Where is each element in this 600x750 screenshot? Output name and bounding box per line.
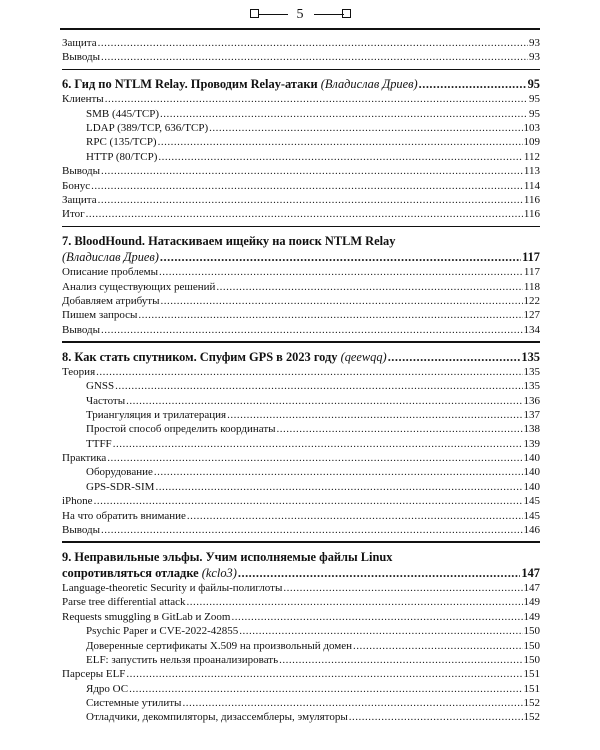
dot-leader [126, 394, 522, 408]
entry-title: Итог [62, 208, 85, 221]
dot-leader [160, 107, 528, 121]
dot-leader [283, 581, 522, 595]
toc-entry[interactable] [62, 164, 540, 178]
entry-page-number: 117 [523, 266, 540, 279]
dot-leader [107, 451, 522, 465]
entry-title: RPC (135/TCP) [86, 136, 157, 149]
entry-title: Анализ существующих решений [62, 280, 216, 293]
entry-title: Оборудование [86, 466, 153, 479]
chapter-author: (Владислав Дриев) [62, 250, 159, 265]
entry-title: SMB (445/TCP) [86, 107, 160, 120]
dot-leader [349, 710, 523, 724]
toc-entry[interactable] [62, 323, 540, 337]
dot-leader [187, 509, 523, 523]
entry-page-number: 95 [529, 107, 540, 120]
dot-leader [160, 294, 522, 308]
entry-page-number: 139 [523, 437, 540, 450]
dot-leader [155, 480, 522, 494]
chapter-divider [62, 541, 540, 543]
entry-title: GPS-SDR-SIM [86, 480, 155, 493]
dot-leader [209, 121, 522, 135]
toc-entry[interactable] [62, 523, 540, 537]
toc-entry[interactable]: Защита ..... 93 [62, 36, 540, 50]
toc-entry[interactable] [62, 193, 540, 207]
toc-subentry[interactable] [62, 150, 540, 164]
entry-title: Psychic Paper и CVE-2022-42855 [86, 625, 239, 638]
toc-entry[interactable] [62, 280, 540, 294]
chapter-divider [62, 226, 540, 228]
dot-leader [96, 365, 522, 379]
entry-page-number: 112 [523, 150, 540, 163]
entry-page-number: 134 [523, 323, 540, 336]
chapter-author: (Владислав Дриев) [320, 77, 418, 92]
entry-page-number: 147 [523, 581, 540, 594]
toc-subentry[interactable] [62, 465, 540, 479]
toc-entry[interactable]: Выводы ..... 93 [62, 50, 540, 64]
entry-title: Ядро ОС [86, 682, 129, 695]
chapter-author: (kclo3) [201, 565, 237, 580]
entry-title: Пишем запросы [62, 309, 138, 322]
dot-leader [186, 595, 522, 609]
entry-title: HTTP (80/TCP) [86, 150, 158, 163]
entry-title: Простой способ определить координаты [86, 423, 276, 436]
entry-title: Parse tree differential attack [62, 596, 186, 609]
chapter-7-heading[interactable]: (Владислав Дриев) ..... 117 [62, 249, 540, 265]
chapter-divider [62, 341, 540, 343]
toc-entry[interactable] [62, 294, 540, 308]
toc-entry[interactable] [62, 509, 540, 523]
entry-page-number: 114 [523, 179, 540, 192]
entry-title: Триангуляция и трилатерация [86, 408, 227, 421]
toc-subentry[interactable] [62, 107, 540, 121]
page-number: 5 [60, 7, 540, 23]
entry-page-number: 137 [523, 408, 540, 421]
entry-title: На что обратить внимание [62, 509, 186, 522]
dot-leader [239, 624, 522, 638]
dot-leader [101, 523, 522, 537]
dot-leader [113, 437, 523, 451]
toc-entry[interactable] [62, 494, 540, 508]
entry-title: Практика [62, 452, 107, 465]
chapter-title: 6. Гид по NTLM Relay. Проводим Relay-атаки [62, 77, 318, 92]
chapter-title: сопротивляться отладке [62, 565, 199, 580]
dot-leader [86, 207, 523, 221]
toc-subentry[interactable] [62, 121, 540, 135]
page-header [60, 8, 540, 22]
entry-title: Защита [62, 194, 97, 207]
chapter-7-title: 7. BloodHound. Натаскиваем ищейку на поиск NTLM Relay [62, 234, 396, 249]
toc-subentry[interactable] [62, 394, 540, 408]
chapter-divider [62, 69, 540, 71]
entry-page-number: 151 [523, 682, 540, 695]
dot-leader [98, 193, 523, 207]
dot-leader [129, 682, 522, 696]
entry-title: Частоты [86, 394, 126, 407]
chapter-6-heading[interactable]: 6. Гид по NTLM Relay. Проводим Relay-атаки (Владислав Дриев) ..... 95 [62, 76, 540, 92]
toc-subentry[interactable] [62, 653, 540, 667]
dot-leader [101, 164, 523, 178]
chapter-9-heading[interactable]: сопротивляться отладке (kclo3) ..... 147 [62, 565, 540, 581]
toc-entry[interactable] [62, 207, 540, 221]
dot-leader [101, 323, 522, 337]
entry-page-number: 140 [523, 452, 540, 465]
toc-entry[interactable] [62, 451, 540, 465]
entry-page-number: 118 [523, 280, 540, 293]
entry-title: Requests smuggling в GitLab и Zoom [62, 610, 231, 623]
dot-leader [182, 696, 522, 710]
entry-page-number: 122 [523, 295, 540, 308]
chapter-9-entries [62, 581, 540, 725]
chapter-6-entries [62, 92, 540, 222]
toc-subentry[interactable] [62, 480, 540, 494]
dot-leader [231, 610, 522, 624]
toc-entry[interactable] [62, 595, 540, 609]
entry-title: Добавляем атрибуты [62, 295, 160, 308]
toc-subentry[interactable] [62, 639, 540, 653]
entry-page-number: 146 [523, 524, 540, 537]
entry-page-number: 136 [523, 394, 540, 407]
dot-leader [159, 265, 523, 279]
chapter-8-heading[interactable]: 8. Как стать спутником. Спуфим GPS в 2023 году (qeewqq) ..... 135 [62, 349, 540, 365]
entry-title: Теория [62, 365, 96, 378]
entry-title: Language-theoretic Security и файлы-полиглоты [62, 581, 283, 594]
entry-page-number: 113 [523, 165, 540, 178]
entry-page-number: 135 [523, 365, 540, 378]
entry-title: Системные утилиты [86, 697, 182, 710]
entry-title: Парсеры ELF [62, 668, 126, 681]
chapter-author: (qeewqq) [340, 349, 387, 364]
dot-leader [105, 92, 528, 106]
dot-leader [158, 150, 523, 164]
entry-title: Выводы [62, 524, 101, 537]
entry-title: GNSS [86, 380, 115, 393]
entry-page-number: 152 [523, 711, 540, 724]
dot-leader [277, 422, 523, 436]
toc-subentry[interactable] [62, 135, 540, 149]
chapter-9-title: 9. Неправильные эльфы. Учим исполняемые файлы Linux [62, 549, 393, 564]
entry-page-number: 145 [523, 495, 540, 508]
dot-leader [126, 667, 522, 681]
entry-title: Отладчики, декомпиляторы, дизассемблеры, эмуляторы [86, 711, 348, 724]
entry-page-number: 149 [523, 596, 540, 609]
entry-page-number: 152 [523, 697, 540, 710]
toc-entry[interactable] [62, 667, 540, 681]
entry-page-number: 95 [529, 93, 540, 106]
entry-page-number: 109 [523, 136, 540, 149]
entry-page-number: 127 [523, 309, 540, 322]
dot-leader [158, 135, 523, 149]
toc-subentry[interactable] [62, 379, 540, 393]
toc-entry[interactable] [62, 179, 540, 193]
dot-leader [154, 465, 523, 479]
toc-entry[interactable] [62, 265, 540, 279]
entry-title: iPhone [62, 495, 93, 508]
entry-page-number: 145 [523, 509, 540, 522]
dot-leader [94, 494, 523, 508]
entry-title: LDAP (389/TCP, 636/TCP) [86, 122, 209, 135]
entry-title: ELF: запустить нельзя проанализировать [86, 653, 279, 666]
entry-page-number: 140 [523, 480, 540, 493]
entry-page-number: 103 [523, 122, 540, 135]
dot-leader [138, 308, 522, 322]
toc-subentry[interactable] [62, 710, 540, 724]
dot-leader [216, 280, 523, 294]
toc-entry[interactable] [62, 581, 540, 595]
toc-subentry[interactable] [62, 437, 540, 451]
entry-page-number: 150 [523, 639, 540, 652]
entry-title: Бонус [62, 179, 91, 192]
entry-page-number: 151 [523, 668, 540, 681]
toc-subentry[interactable] [62, 422, 540, 436]
entry-page-number: 150 [523, 625, 540, 638]
entry-title: Выводы [62, 165, 101, 178]
entry-page-number: 138 [523, 423, 540, 436]
entry-page-number: 135 [523, 380, 540, 393]
dot-leader [91, 179, 523, 193]
toc-subentry[interactable] [62, 624, 540, 638]
entry-title: Выводы [62, 323, 101, 336]
toc-subentry[interactable] [62, 696, 540, 710]
chapter-title: 8. Как стать спутником. Спуфим GPS в 2023 году [62, 349, 338, 364]
dot-leader [353, 639, 523, 653]
chapter-8-entries [62, 365, 540, 538]
entry-title: Клиенты [62, 93, 104, 106]
toc-entry[interactable] [62, 365, 540, 379]
table-of-contents [62, 36, 540, 725]
entry-title: Описание проблемы [62, 266, 158, 279]
dot-leader [227, 408, 522, 422]
toc-subentry[interactable] [62, 408, 540, 422]
entry-page-number: 116 [523, 208, 540, 221]
toc-entry[interactable] [62, 92, 540, 106]
entry-page-number: 116 [523, 194, 540, 207]
toc-entry[interactable] [62, 610, 540, 624]
toc-entry[interactable] [62, 308, 540, 322]
chapter-7-entries [62, 265, 540, 337]
toc-subentry[interactable] [62, 682, 540, 696]
entry-page-number: 140 [523, 466, 540, 479]
dot-leader [115, 379, 522, 393]
entry-page-number: 149 [523, 610, 540, 623]
entry-title: Доверенные сертификаты X.509 на произвольный домен [86, 639, 352, 652]
entry-page-number: 150 [523, 653, 540, 666]
entry-title: TTFF [86, 437, 112, 450]
header-rule [60, 28, 540, 30]
dot-leader [279, 653, 522, 667]
